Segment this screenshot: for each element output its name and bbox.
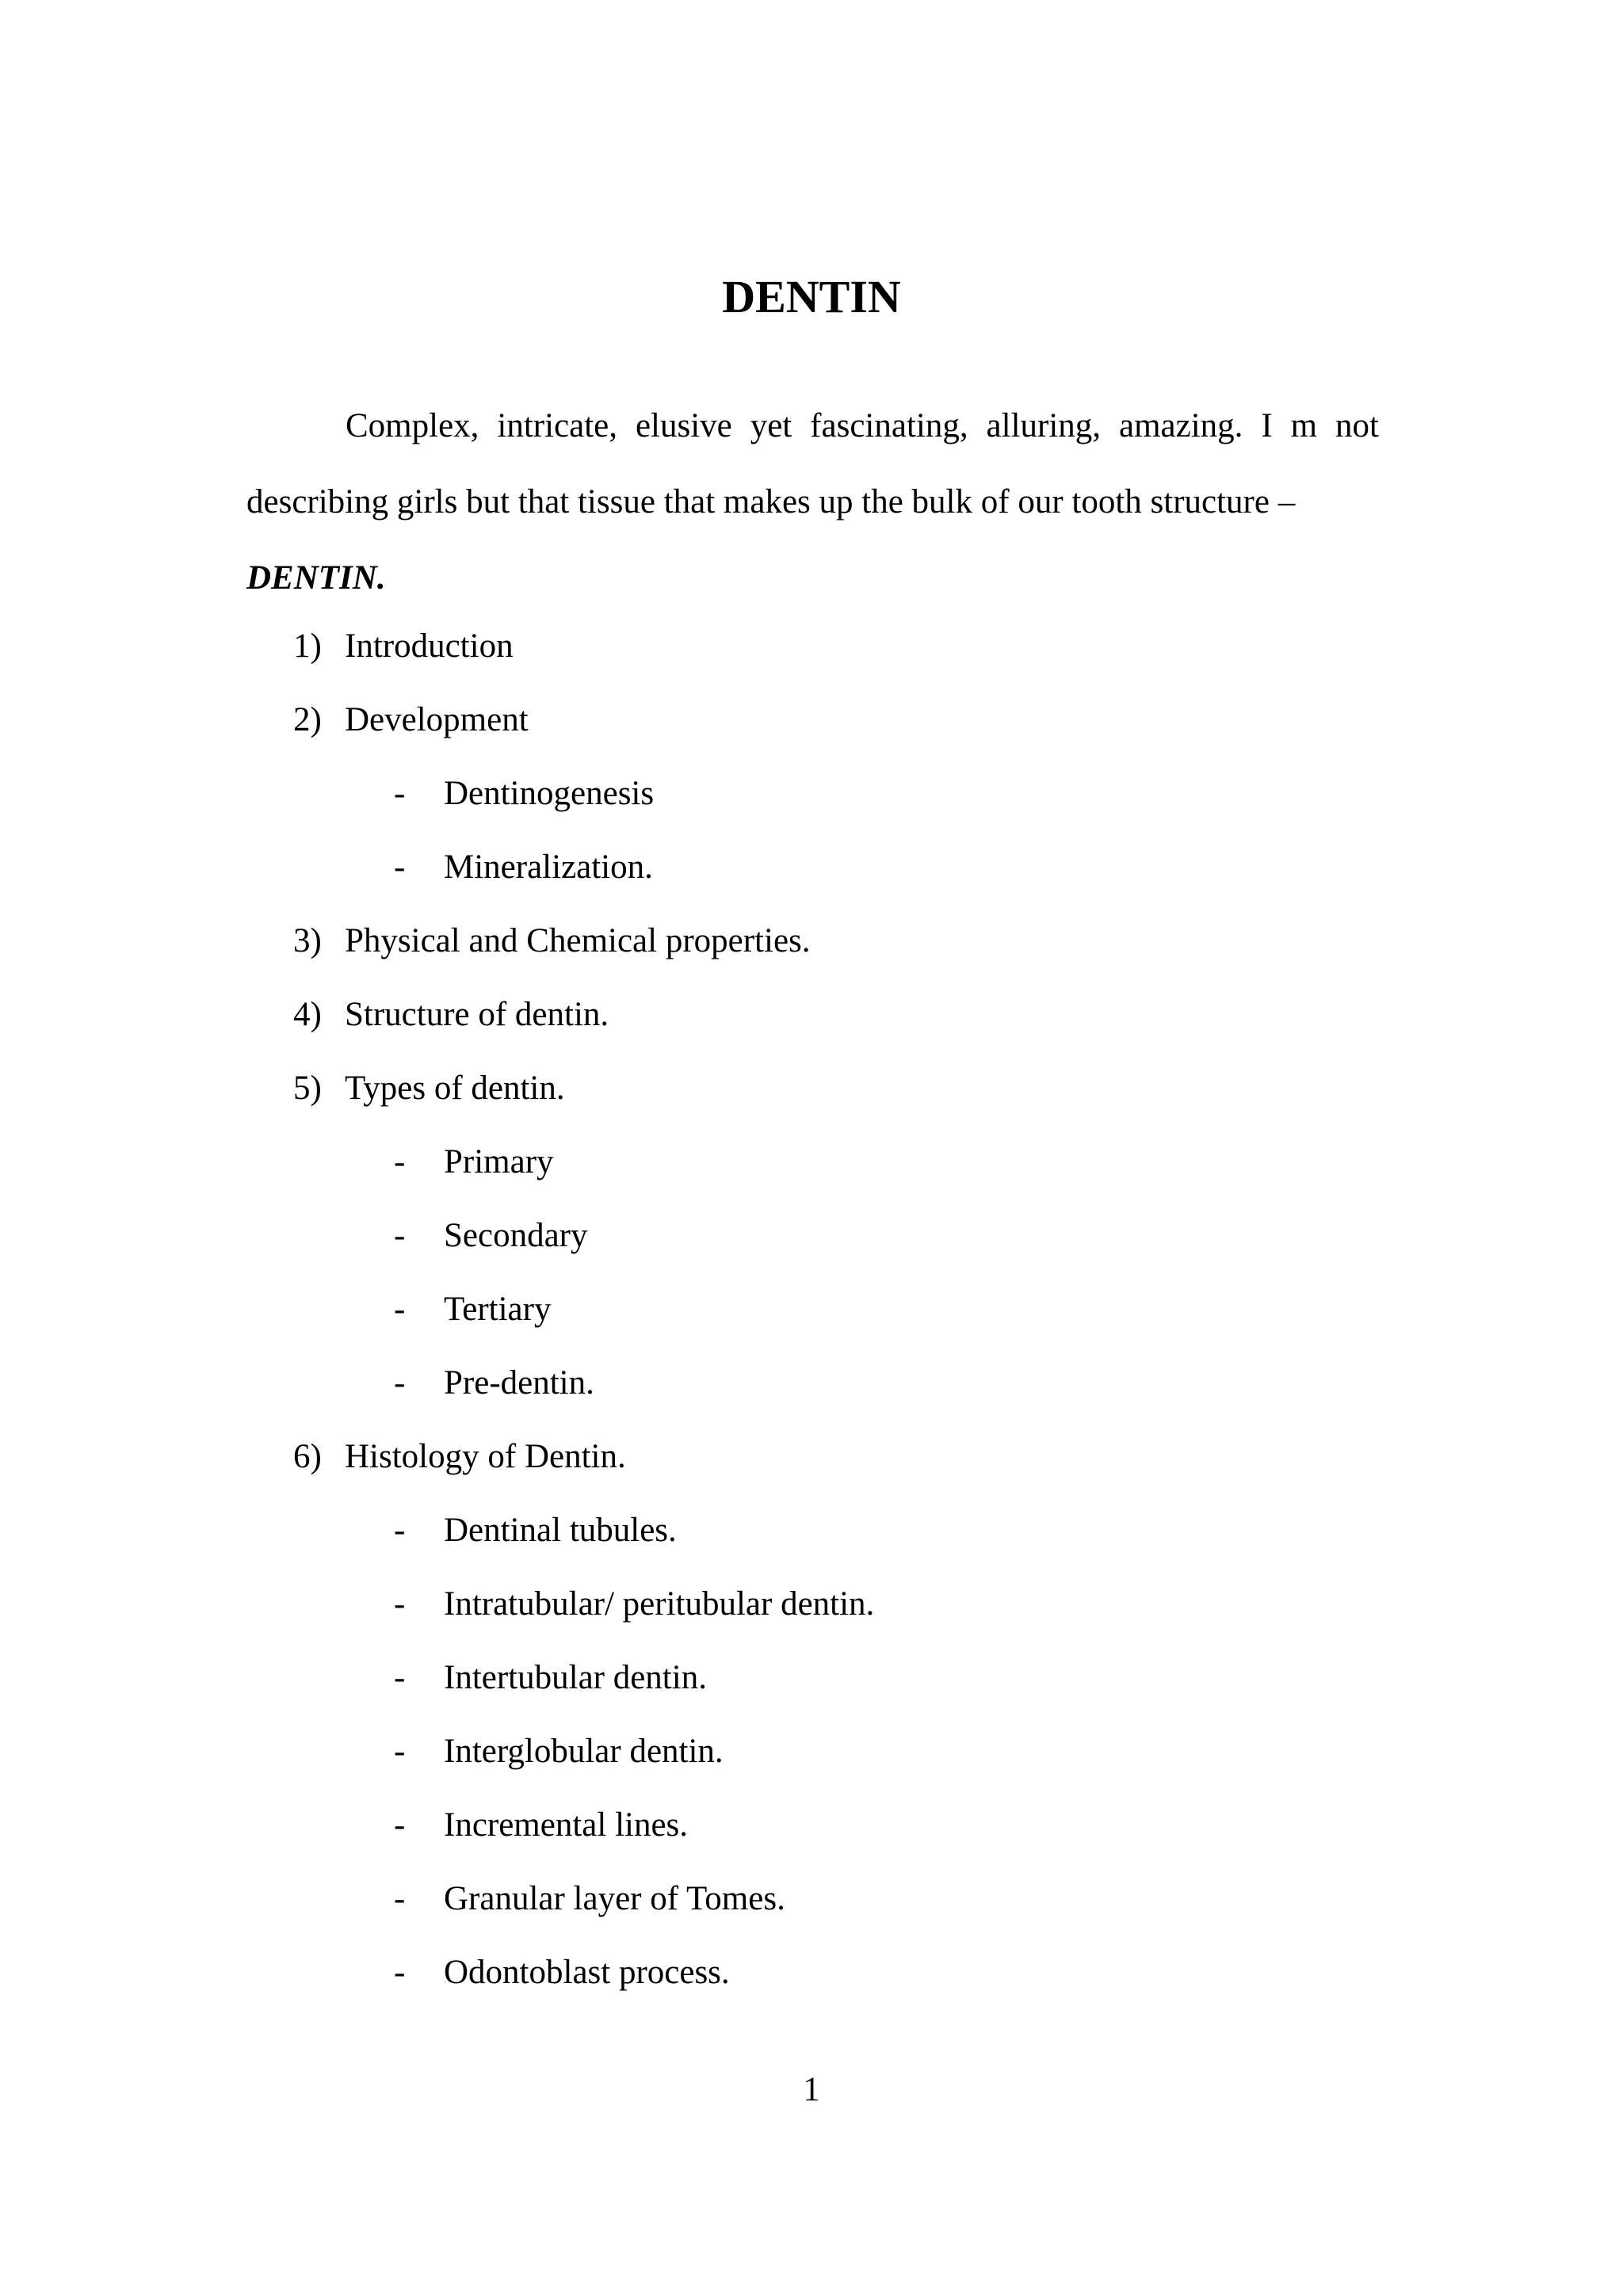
dash-bullet: - [394, 1364, 406, 1402]
item-number: 3) [293, 922, 322, 959]
outline-subitem [0, 830, 1623, 904]
subitem-label: Dentinogenesis [444, 775, 655, 812]
item-number: 1) [293, 627, 322, 665]
outline-subitem [0, 1346, 1623, 1420]
outline-subitem [0, 1862, 1623, 1936]
item-label: Histology of Dentin. [345, 1438, 626, 1475]
dash-bullet: - [394, 775, 406, 812]
outline-subitem [0, 1567, 1623, 1641]
dash-bullet: - [394, 1880, 406, 1917]
outline-subitem [0, 1936, 1623, 2009]
intro-paragraph [246, 388, 1379, 616]
outline-subitem [0, 1199, 1623, 1272]
subitem-label: Intertubular dentin. [444, 1659, 707, 1696]
dash-bullet: - [394, 1143, 406, 1180]
item-number: 4) [293, 996, 322, 1033]
subitem-label: Primary [444, 1143, 554, 1180]
contents-outline [0, 609, 1623, 2009]
subitem-label: Secondary [444, 1217, 588, 1254]
subitem-label: Granular layer of Tomes. [444, 1880, 785, 1917]
subitem-label: Interglobular dentin. [444, 1733, 724, 1770]
dash-bullet: - [394, 1291, 406, 1328]
intro-text: Complex, intricate, elusive yet fascinating, alluring, amazing. I m not describing girls but that tissue that makes up the bulk of our tooth structure – [246, 407, 1379, 521]
page-title: DENTIN [722, 271, 901, 322]
item-number: 2) [293, 701, 322, 738]
dash-bullet: - [394, 849, 406, 886]
dash-bullet: - [394, 1733, 406, 1770]
intro-emphasis: DENTIN. [246, 559, 386, 597]
subitem-label: Intratubular/ peritubular dentin. [444, 1585, 875, 1623]
item-label: Types of dentin. [345, 1070, 565, 1107]
dash-bullet: - [394, 1806, 406, 1844]
outline-item [0, 978, 1623, 1051]
subitem-label: Incremental lines. [444, 1806, 689, 1844]
subitem-label: Odontoblast process. [444, 1954, 730, 1991]
outline-item [0, 609, 1623, 683]
outline-subitem [0, 1788, 1623, 1862]
item-label: Introduction [345, 627, 514, 665]
dash-bullet: - [394, 1217, 406, 1254]
dash-bullet: - [394, 1954, 406, 1991]
outline-subitem [0, 1641, 1623, 1714]
dash-bullet: - [394, 1585, 406, 1623]
item-label: Structure of dentin. [345, 996, 609, 1033]
subitem-label: Mineralization. [444, 849, 653, 886]
outline-subitem [0, 757, 1623, 830]
item-label: Development [345, 701, 529, 738]
outline-subitem [0, 1125, 1623, 1199]
outline-item [0, 683, 1623, 757]
dash-bullet: - [394, 1512, 406, 1549]
page-number: 1 [803, 2071, 820, 2108]
outline-item [0, 904, 1623, 978]
outline-subitem [0, 1272, 1623, 1346]
subitem-label: Dentinal tubules. [444, 1512, 677, 1549]
item-number: 5) [293, 1070, 322, 1107]
item-label: Physical and Chemical properties. [345, 922, 811, 959]
outline-subitem [0, 1493, 1623, 1567]
dash-bullet: - [394, 1659, 406, 1696]
outline-item [0, 1420, 1623, 1493]
outline-subitem [0, 1714, 1623, 1788]
subitem-label: Tertiary [444, 1291, 552, 1328]
subitem-label: Pre-dentin. [444, 1364, 594, 1402]
outline-item [0, 1051, 1623, 1125]
item-number: 6) [293, 1438, 322, 1475]
